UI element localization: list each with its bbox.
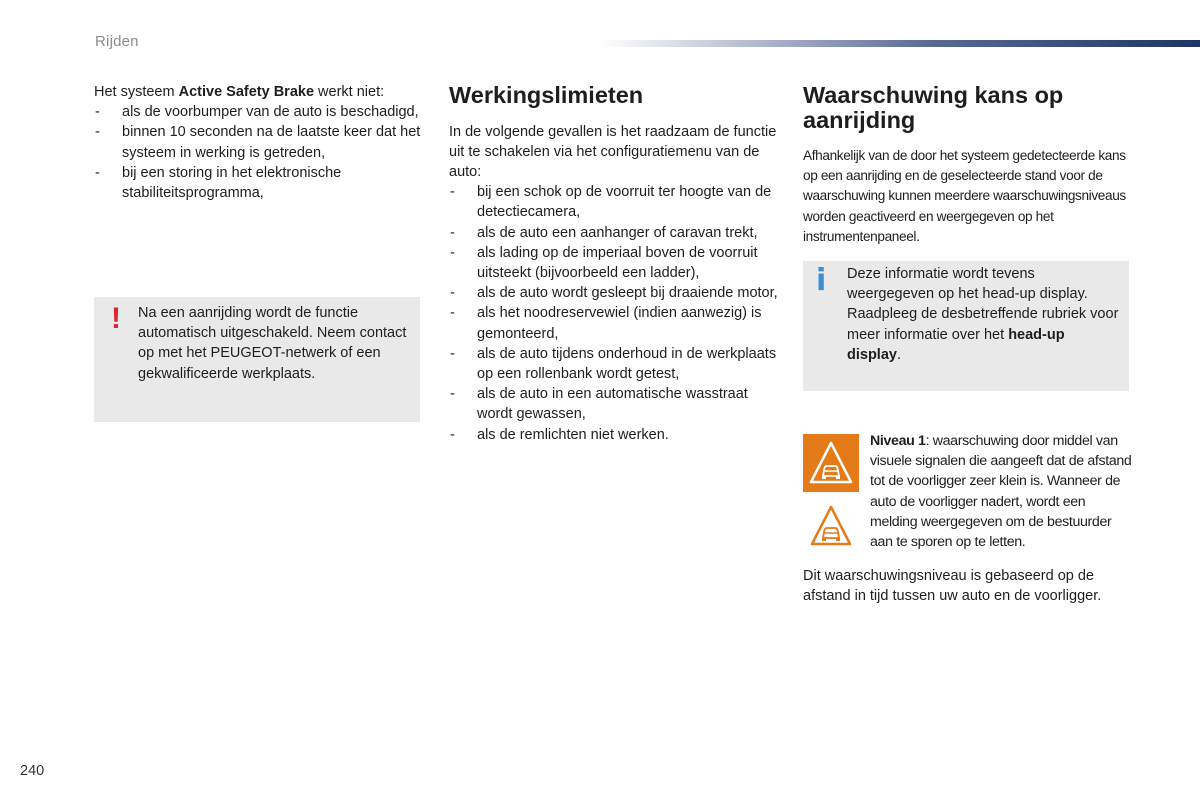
section-heading-collision-warning: Waarschuwing kans op aanrijding [803,82,1064,133]
column-middle [449,82,779,445]
limits-intro: In de volgende gevallen is het raadzaam de functie uit te schakelen via het configuratiemenu van de auto: [449,123,777,180]
list-item: - als de voorbumper van de auto is beschadigd, [94,102,424,122]
intro-paragraph: Het systeem Active Safety Brake werkt niet: [94,84,385,100]
header-gradient-bar [600,40,1200,47]
collision-warning-outline-icon [809,504,853,548]
list-item: - als het noodreservewiel (indien aanwezig) is gemonteerd, [449,303,779,343]
exclamation-icon: ! [111,302,121,335]
page-number: 240 [20,763,45,779]
collision-warning-filled-icon [803,434,859,492]
system-name: Active Safety Brake [178,84,315,100]
limits-list [449,182,779,445]
list-item: - als de auto een aanhanger of caravan trekt, [449,223,779,243]
column-right [803,82,1133,247]
list-item: - als de remlichten niet werken. [449,425,779,445]
level1-label: Niveau 1 [870,433,926,449]
list-item: - als de auto in een automatische wasstraat wordt gewassen, [449,384,779,424]
info-icon: i [816,263,827,298]
warning-note-box [94,297,420,422]
section-header-title: Rijden [95,33,139,50]
list-item: - bij een storing in het elektronische stabiliteitsprogramma, [94,163,424,203]
list-item: - binnen 10 seconden na de laatste keer dat het systeem in werking is getreden, [94,122,424,162]
level1-footer-note: Dit waarschuwingsniveau is gebaseerd op de afstand in tijd tussen uw auto en de voorligger. [803,568,1102,605]
column-left [94,82,424,203]
list-item: - als de auto tijdens onderhoud in de werkplaats op een rollenbank wordt getest, [449,344,779,384]
not-working-list [94,102,424,203]
list-item: - bij een schok op de voorruit ter hoogte van de detectiecamera, [449,182,779,222]
collision-warning-intro: Afhankelijk van de door het systeem gedetecteerde kans op een aanrijding en de geselecteerde stand voor de waarschuwing kunnen meerdere waarschuwingsniveaus worden geactiveerd en weergegeven op het instrumentenpaneel. [803,148,1126,244]
list-item: - als de auto wordt gesleept bij draaiende motor, [449,283,779,303]
info-note-text: Deze informatie wordt tevens weergegeven op het head-up display. Raadpleeg de desbetreffende rubriek voor meer informatie over het head-up display. [847,266,1119,363]
list-item: - als lading op de imperiaal boven de voorruit uitsteekt (bijvoorbeeld een ladder), [449,243,779,283]
info-note-box [803,261,1129,391]
section-heading-limits: Werkingslimieten [449,82,644,108]
warning-note-text: Na een aanrijding wordt de functie automatisch uitgeschakeld. Neem contact op met het PEUGEOT-netwerk of een gekwalificeerde werkplaats. [138,305,407,382]
level1-description: Niveau 1: waarschuwing door middel van visuele signalen die aangeeft dat de afstand tot de voorligger zeer klein is. Wanneer de auto de voorligger nadert, wordt een melding weergegeven om de bestuurder aan te sporen op te letten. [870,433,1132,551]
